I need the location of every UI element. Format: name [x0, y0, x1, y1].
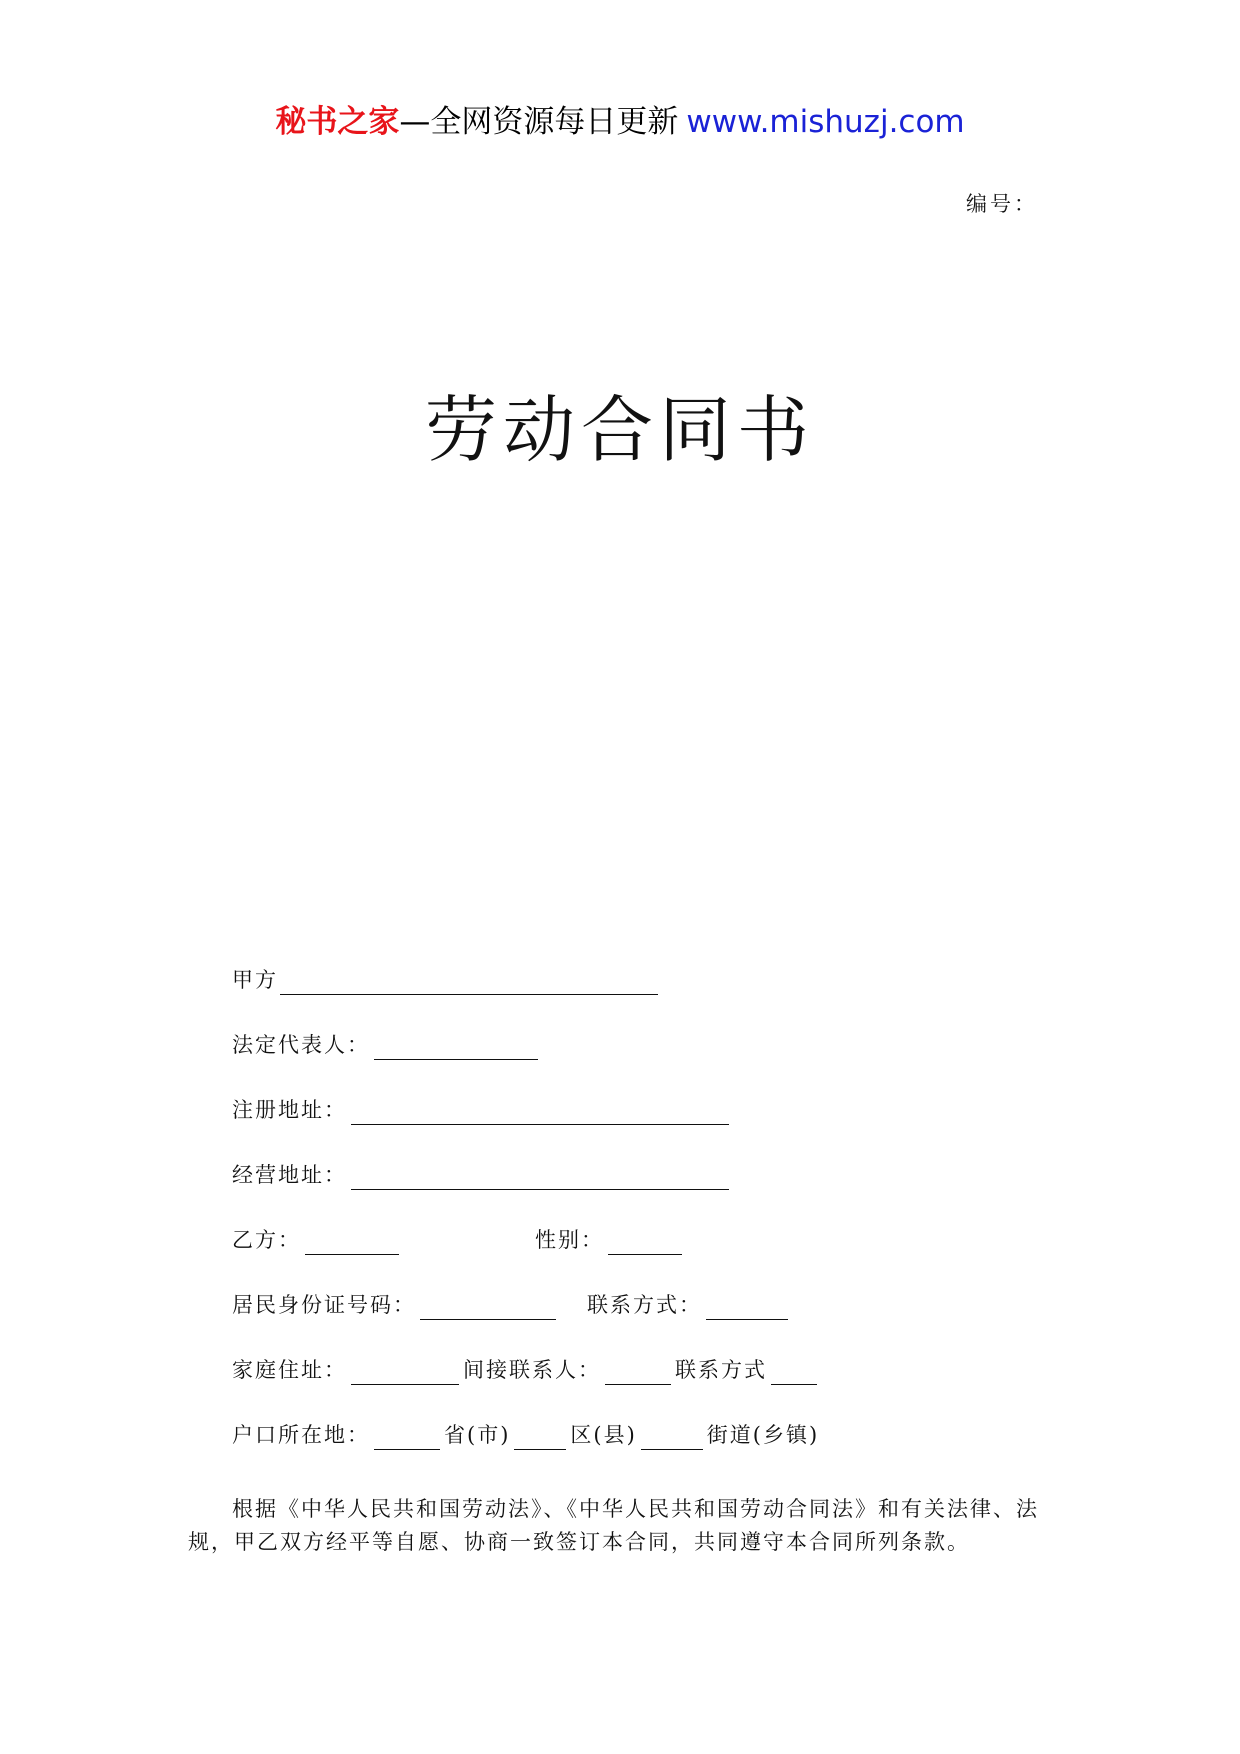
street-blank[interactable] — [641, 1427, 703, 1450]
street-label: 街道(乡镇) — [706, 1423, 820, 1447]
party-a-label: 甲方 — [232, 968, 278, 992]
contact-1-line — [587, 1290, 792, 1320]
contact-2-blank[interactable] — [771, 1362, 817, 1385]
banner-slogan: —全网资源每日更新 — [399, 104, 679, 140]
hukou-line — [232, 1420, 819, 1450]
party-b-blank[interactable] — [305, 1232, 399, 1255]
header-banner — [0, 100, 1240, 144]
party-a-line — [232, 965, 662, 995]
hukou-label: 户口所在地： — [232, 1423, 370, 1447]
id-number-line — [232, 1290, 560, 1320]
gender-label: 性别： — [535, 1228, 604, 1252]
business-address-label: 经营地址： — [232, 1163, 347, 1187]
contact-1-blank[interactable] — [706, 1297, 788, 1320]
business-address-line — [232, 1160, 733, 1190]
home-address-blank[interactable] — [351, 1362, 459, 1385]
gender-blank[interactable] — [608, 1232, 682, 1255]
district-blank[interactable] — [514, 1427, 566, 1450]
contact-1-label: 联系方式： — [587, 1293, 702, 1317]
indirect-contact-label: 间接联系人： — [463, 1358, 601, 1382]
business-address-blank[interactable] — [351, 1167, 729, 1190]
party-b-label: 乙方： — [232, 1228, 301, 1252]
registered-address-line — [232, 1095, 733, 1125]
banner-url-link[interactable]: www.mishuzj.com — [686, 104, 965, 140]
province-label: 省(市) — [444, 1423, 511, 1447]
intro-paragraph: 根据《中华人民共和国劳动法》、《中华人民共和国劳动合同法》和有关法律、法规，甲乙双方经平等自愿、协商一致签订本合同，共同遵守本合同所列条款。 — [188, 1497, 1039, 1554]
document-title: 劳动合同书 — [424, 388, 815, 472]
registered-address-blank[interactable] — [351, 1102, 729, 1125]
party-a-blank[interactable] — [280, 972, 658, 995]
legal-rep-blank[interactable] — [374, 1037, 538, 1060]
id-number-blank[interactable] — [420, 1297, 556, 1320]
province-blank[interactable] — [374, 1427, 440, 1450]
serial-number-label: 编号： — [966, 192, 1038, 216]
home-address-label: 家庭住址： — [232, 1358, 347, 1382]
id-number-label: 居民身份证号码： — [232, 1293, 416, 1317]
registered-address-label: 注册地址： — [232, 1098, 347, 1122]
gender-line — [535, 1225, 686, 1255]
legal-rep-label: 法定代表人： — [232, 1033, 370, 1057]
contact-2-label: 联系方式 — [675, 1358, 767, 1382]
indirect-contact-blank[interactable] — [605, 1362, 671, 1385]
legal-rep-line — [232, 1030, 542, 1060]
district-label: 区(县) — [570, 1423, 637, 1447]
home-address-line — [232, 1355, 821, 1385]
banner-brand: 秘书之家 — [275, 104, 400, 140]
party-b-line — [232, 1225, 403, 1255]
